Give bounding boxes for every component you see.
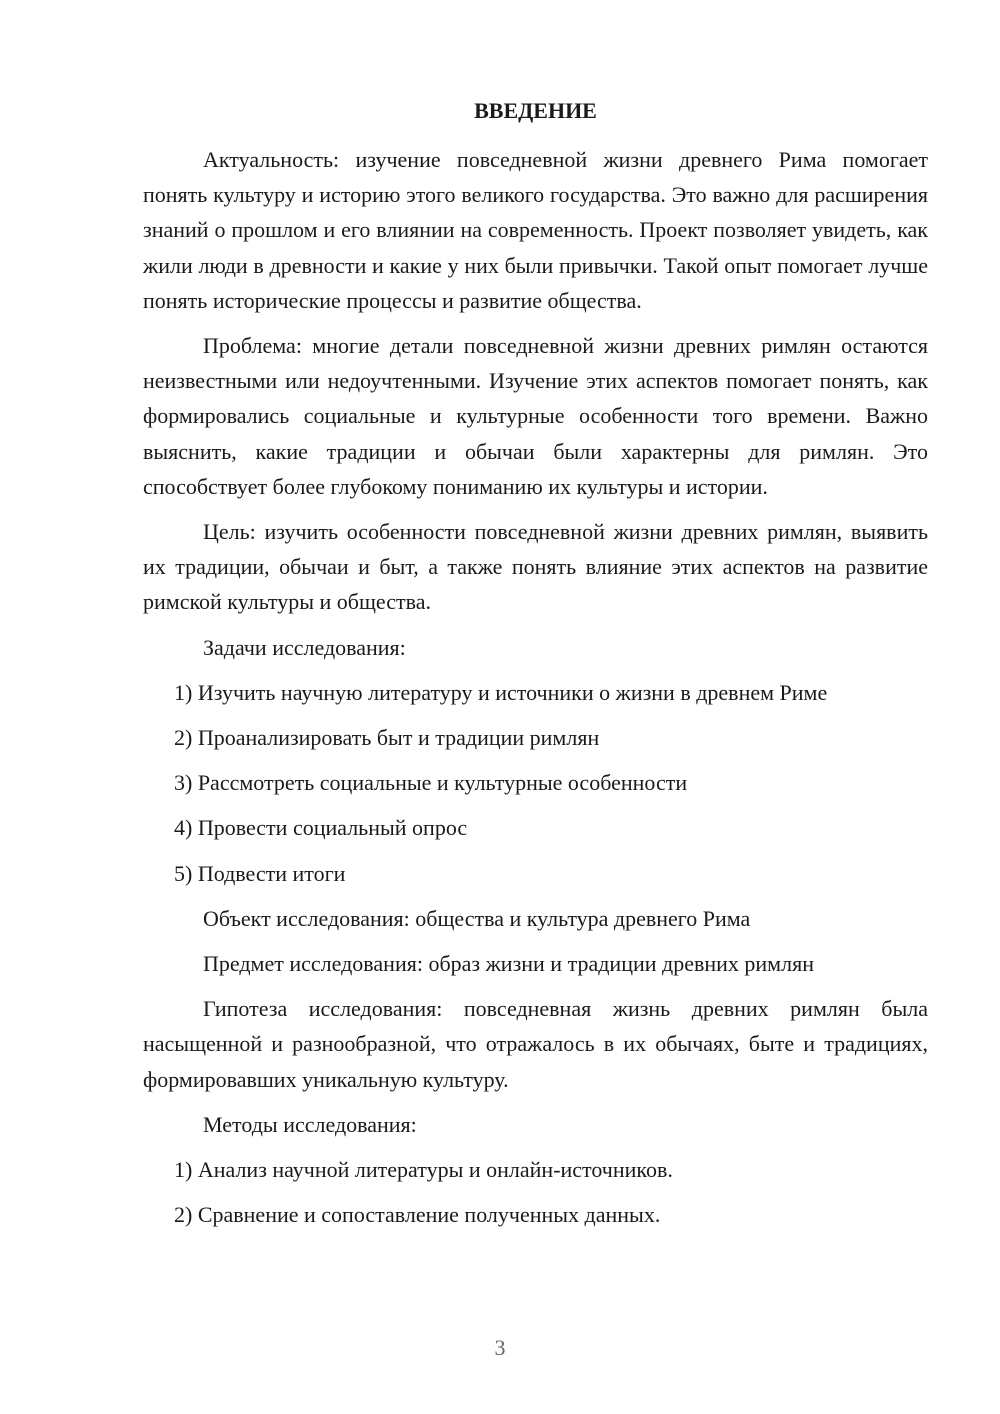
method-item: 2) Сравнение и сопоставление полученных данных.: [174, 1202, 661, 1228]
tasks-heading: Задачи исследования:: [203, 634, 406, 660]
page-number: 3: [494, 1335, 506, 1360]
method-item: 1) Анализ научной литературы и онлайн-источников.: [174, 1157, 673, 1183]
hypothesis-paragraph: Гипотеза исследования: повседневная жизнь древних римлян была насыщенной и разнообразной, что отражалось в их обычаях, быте и традициях, формировавших уникальную культуру.: [143, 996, 928, 1092]
task-item: 4) Провести социальный опрос: [174, 815, 468, 841]
problem-paragraph: Проблема: многие детали повседневной жизни древних римлян остаются неизвестными или недоучтенными. Изучение этих аспектов помогает понять, как формировались социальные и культурные особенности того времени. Важно выяснить, какие традиции и обычаи были характерны для римлян. Это способствует более глубокому пониманию их культуры и истории.: [143, 333, 928, 499]
page-title: ВВЕДЕНИЕ: [474, 98, 597, 123]
relevance-paragraph: Актуальность: изучение повседневной жизни древнего Рима помогает понять культуру и историю этого великого государства. Это важно для расширения знаний о прошлом и его влиянии на современность. Проект позволяет увидеть, как жили люди в древности и какие у них были привычки. Такой опыт помогает лучше понять исторические процессы и развитие общества.: [143, 147, 928, 313]
task-item: 2) Проанализировать быт и традиции римлян: [174, 725, 600, 751]
subject-line: Предмет исследования: образ жизни и традиции древних римлян: [203, 951, 814, 977]
document-body: [143, 142, 928, 1242]
task-item: 1) Изучить научную литературу и источники о жизни в древнем Риме: [174, 679, 828, 705]
methods-heading: Методы исследования:: [203, 1111, 417, 1137]
task-item: 3) Рассмотреть социальные и культурные особенности: [174, 770, 688, 796]
goal-paragraph: Цель: изучить особенности повседневной жизни древних римлян, выявить их традиции, обычаи и быт, а также понять влияние этих аспектов на развитие римской культуры и общества.: [143, 519, 928, 615]
task-item: 5) Подвести итоги: [174, 860, 346, 886]
object-line: Объект исследования: общества и культура древнего Рима: [203, 905, 751, 931]
